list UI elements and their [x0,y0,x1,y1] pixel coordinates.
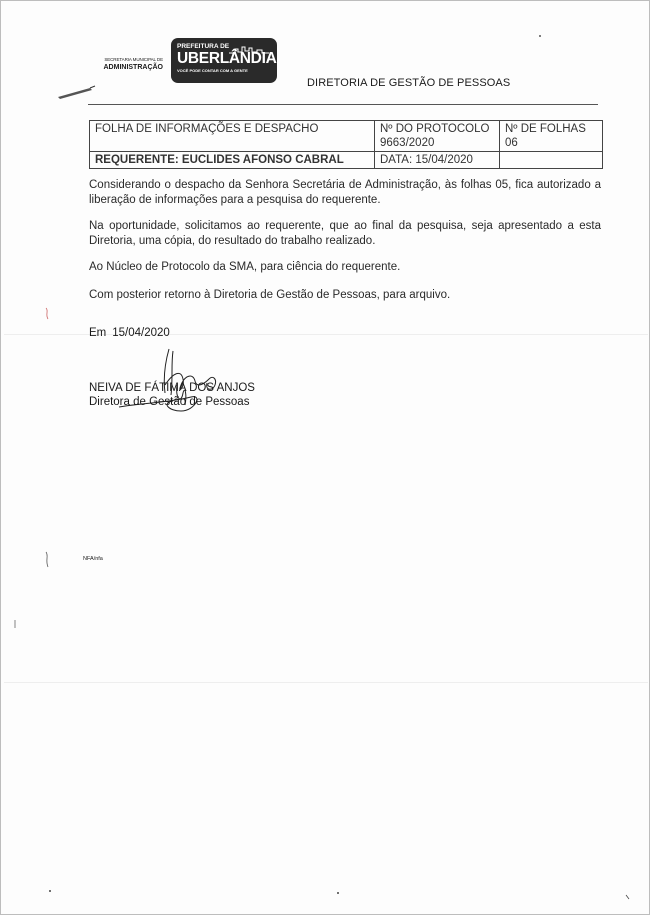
secretaria-line1: SECRETARIA MUNICIPAL DE [104,57,163,62]
logo-city: UBERLÂNDIA [177,50,277,67]
paragraph-3: Ao Núcleo de Protocolo da SMA, para ciência do requerente. [89,261,401,273]
table-row [90,152,603,169]
paragraph-4: Com posterior retorno à Diretoria de Gestão de Pessoas, para arquivo. [89,289,451,301]
scan-speck-icon [336,891,340,895]
protocolo-label: Nº DO PROTOCOLO [380,123,490,135]
table-row [90,121,603,152]
protocolo-value: 9663/2020 [380,137,435,149]
secretaria-line2: ADMINISTRAÇÃO [103,63,163,71]
empty-cell [500,152,603,169]
scan-artifact-line [4,682,648,683]
scan-speck-icon [43,307,51,321]
logo-line1: PREFEITURA DE [177,43,230,50]
diretoria-heading: DIRETORIA DE GESTÃO DE PESSOAS [307,77,511,89]
em-label: Em [89,327,107,339]
date-line [89,327,170,339]
folhas-cell [500,121,603,152]
skyline-icon [229,44,269,54]
scan-speck-icon [13,619,17,629]
scan-speck-icon [625,894,631,900]
form-title: FOLHA DE INFORMAÇÕES E DESPACHO [95,123,319,135]
form-title-cell [90,121,375,152]
prefeitura-logo [171,38,277,83]
scan-speck-icon [48,889,52,893]
scan-speck-icon [43,551,51,569]
signer-title: Diretora de Gestão de Pessoas [89,395,250,408]
info-table [89,120,603,169]
paragraph-1: Considerando o despacho da Senhora Secretária de Administração, às folhas 05, fica autorizado a liberação de informações para a pesquisa do requerente. [89,179,601,206]
scan-speck-icon [538,34,542,38]
data-value: DATA: 15/04/2020 [380,154,473,166]
data-cell [375,152,500,169]
secretaria-label [97,58,163,71]
logo-slogan: VOCÊ PODE CONTAR COM A GENTE [177,68,248,73]
signer-block [89,382,255,409]
pen-mark-icon [56,83,96,101]
requerente-cell [90,152,375,169]
protocolo-cell [375,121,500,152]
footer-initials: NFA/nfa [83,556,103,562]
closing-date: 15/04/2020 [112,327,170,339]
paragraph-2: Na oportunidade, solicitamos ao requerente, que ao final da pesquisa, seja apresentado a esta Diretoria, uma cópia, do resultado do trabalho realizado. [89,220,601,247]
folhas-label: Nº DE FOLHAS [505,123,586,135]
header-divider [88,104,598,105]
requerente: REQUERENTE: EUCLIDES AFONSO CABRAL [95,154,344,166]
signer-name: NEIVA DE FÁTIMA DOS ANJOS [89,382,255,394]
folhas-value: 06 [505,137,518,149]
